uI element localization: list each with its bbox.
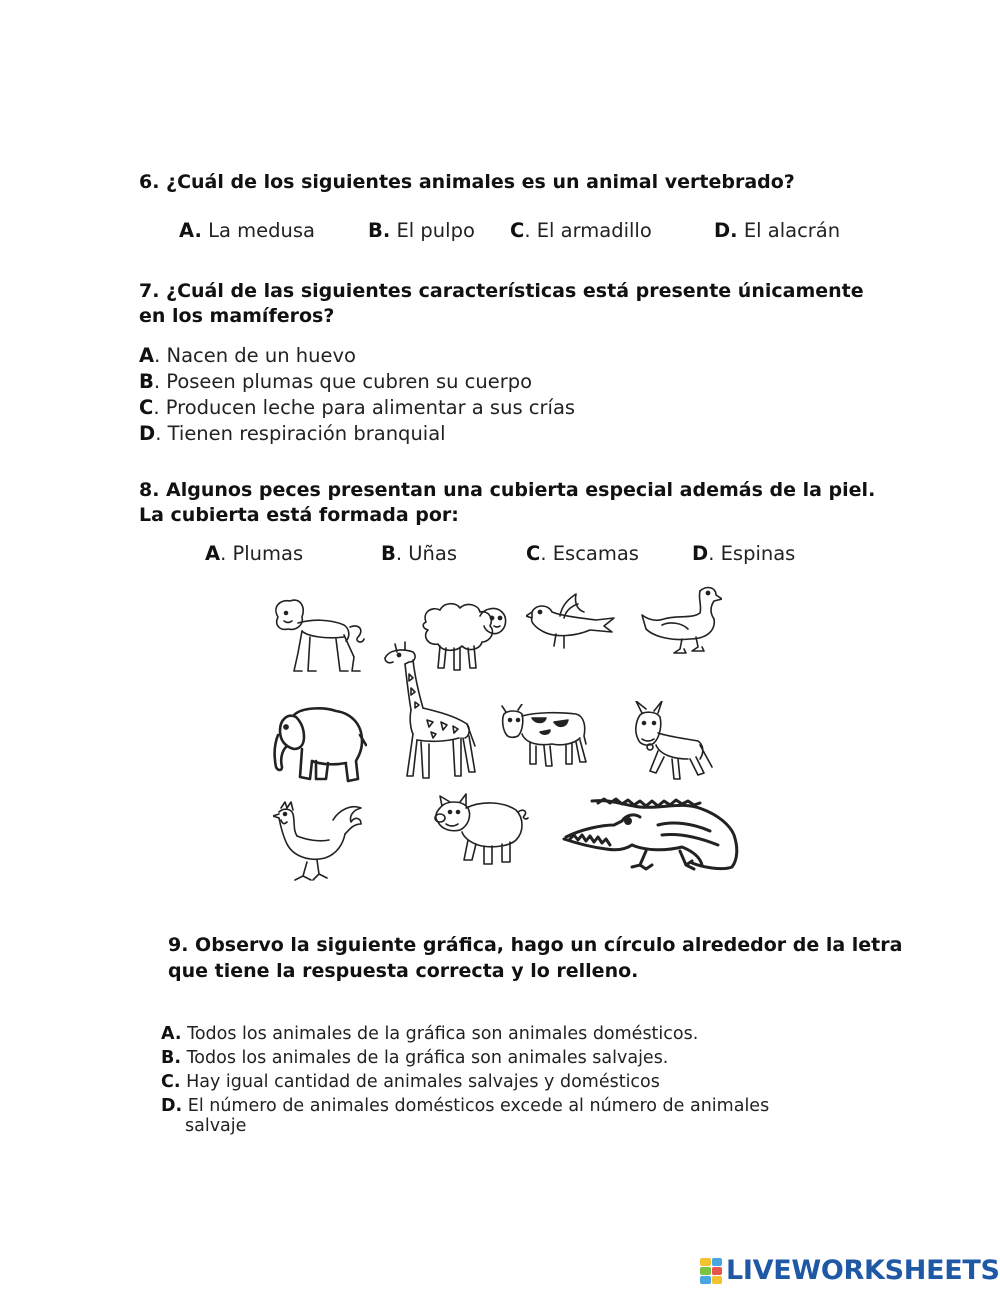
brand-blocks-icon xyxy=(700,1258,722,1284)
question-6-text: 6. ¿Cuál de los siguientes animales es un animal vertebrado? xyxy=(139,171,795,193)
q6-option-c[interactable]: C. El armadillo xyxy=(510,219,652,242)
liveworksheets-logo xyxy=(700,1255,1000,1286)
q8-option-a[interactable]: A. Plumas xyxy=(205,542,304,565)
elephant-icon xyxy=(272,705,367,787)
pig-icon xyxy=(432,792,532,870)
q9-option-d-continued: salvaje xyxy=(185,1116,247,1136)
q8-option-b[interactable]: B. Uñas xyxy=(381,542,458,565)
duck-icon xyxy=(640,585,722,657)
question-7-line1: 7. ¿Cuál de las siguientes características está presente únicamente xyxy=(139,280,864,302)
q9-option-d[interactable]: D. El número de animales domésticos excede al número de animales salvaje xyxy=(161,1096,858,1136)
q7-option-a[interactable]: A. Nacen de un huevo xyxy=(139,344,356,367)
question-8-line2: La cubierta está formada por: xyxy=(139,504,459,526)
q9-option-c[interactable]: C. Hay igual cantidad de animales salvajes y domésticos xyxy=(161,1072,660,1092)
q7-option-c[interactable]: C. Producen leche para alimentar a sus crías xyxy=(139,396,576,419)
crocodile-icon xyxy=(562,795,742,877)
q6-option-b[interactable]: B. El pulpo xyxy=(368,219,475,242)
q6-option-a[interactable]: A. La medusa xyxy=(179,219,315,242)
q8-option-d[interactable]: D. Espinas xyxy=(692,542,796,565)
donkey-icon xyxy=(632,701,714,783)
rooster-icon xyxy=(273,800,363,885)
q7-option-b[interactable]: B. Poseen plumas que cubren su cuerpo xyxy=(139,370,533,393)
brand-name: LIVEWORKSHEETS xyxy=(726,1255,1000,1286)
giraffe-icon xyxy=(383,638,478,783)
cow-icon xyxy=(500,704,590,774)
q9-option-a[interactable]: A. Todos los animales de la gráfica son animales domésticos. xyxy=(161,1024,699,1044)
lion-icon xyxy=(268,597,368,682)
q7-option-d[interactable]: D. Tienen respiración branquial xyxy=(139,422,446,445)
question-9-line2: que tiene la respuesta correcta y lo relleno. xyxy=(168,960,639,982)
question-7-line2: en los mamíferos? xyxy=(139,305,335,327)
bird-icon xyxy=(526,592,616,652)
q9-option-b[interactable]: B. Todos los animales de la gráfica son animales salvajes. xyxy=(161,1048,669,1068)
q6-option-d[interactable]: D. El alacrán xyxy=(714,219,841,242)
question-8-line1: 8. Algunos peces presentan una cubierta especial además de la piel. xyxy=(139,479,876,501)
q8-option-c[interactable]: C. Escamas xyxy=(526,542,639,565)
question-9-line1: 9. Observo la siguiente gráfica, hago un círculo alrededor de la letra xyxy=(168,934,903,956)
